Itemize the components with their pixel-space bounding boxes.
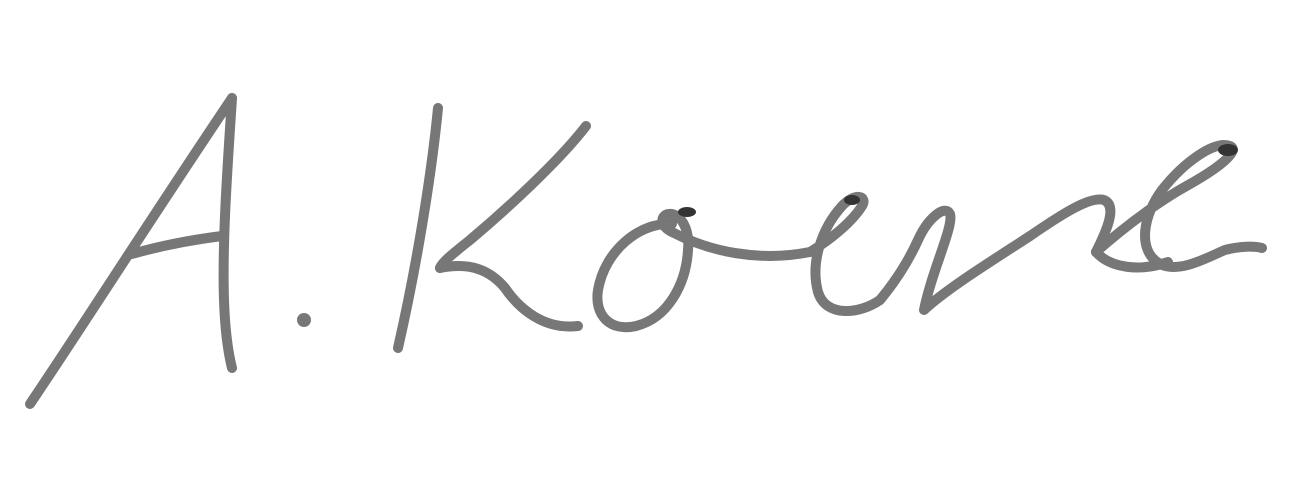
ink-blot-3 bbox=[1218, 144, 1238, 156]
letter-a-crossbar bbox=[132, 236, 222, 254]
letter-k bbox=[398, 108, 586, 348]
letter-a bbox=[30, 98, 232, 404]
letter-k-upper-arm bbox=[440, 126, 586, 268]
letter-k-lower-leg bbox=[440, 266, 578, 326]
letter-e bbox=[810, 197, 880, 311]
letter-e-final bbox=[1096, 145, 1262, 267]
cursive-oene bbox=[597, 145, 1262, 327]
period-dot bbox=[297, 313, 311, 327]
letter-n bbox=[880, 199, 1110, 310]
ink-blot-1 bbox=[678, 207, 696, 217]
letter-k-stem bbox=[398, 108, 438, 348]
ink-blot-2 bbox=[844, 195, 860, 205]
